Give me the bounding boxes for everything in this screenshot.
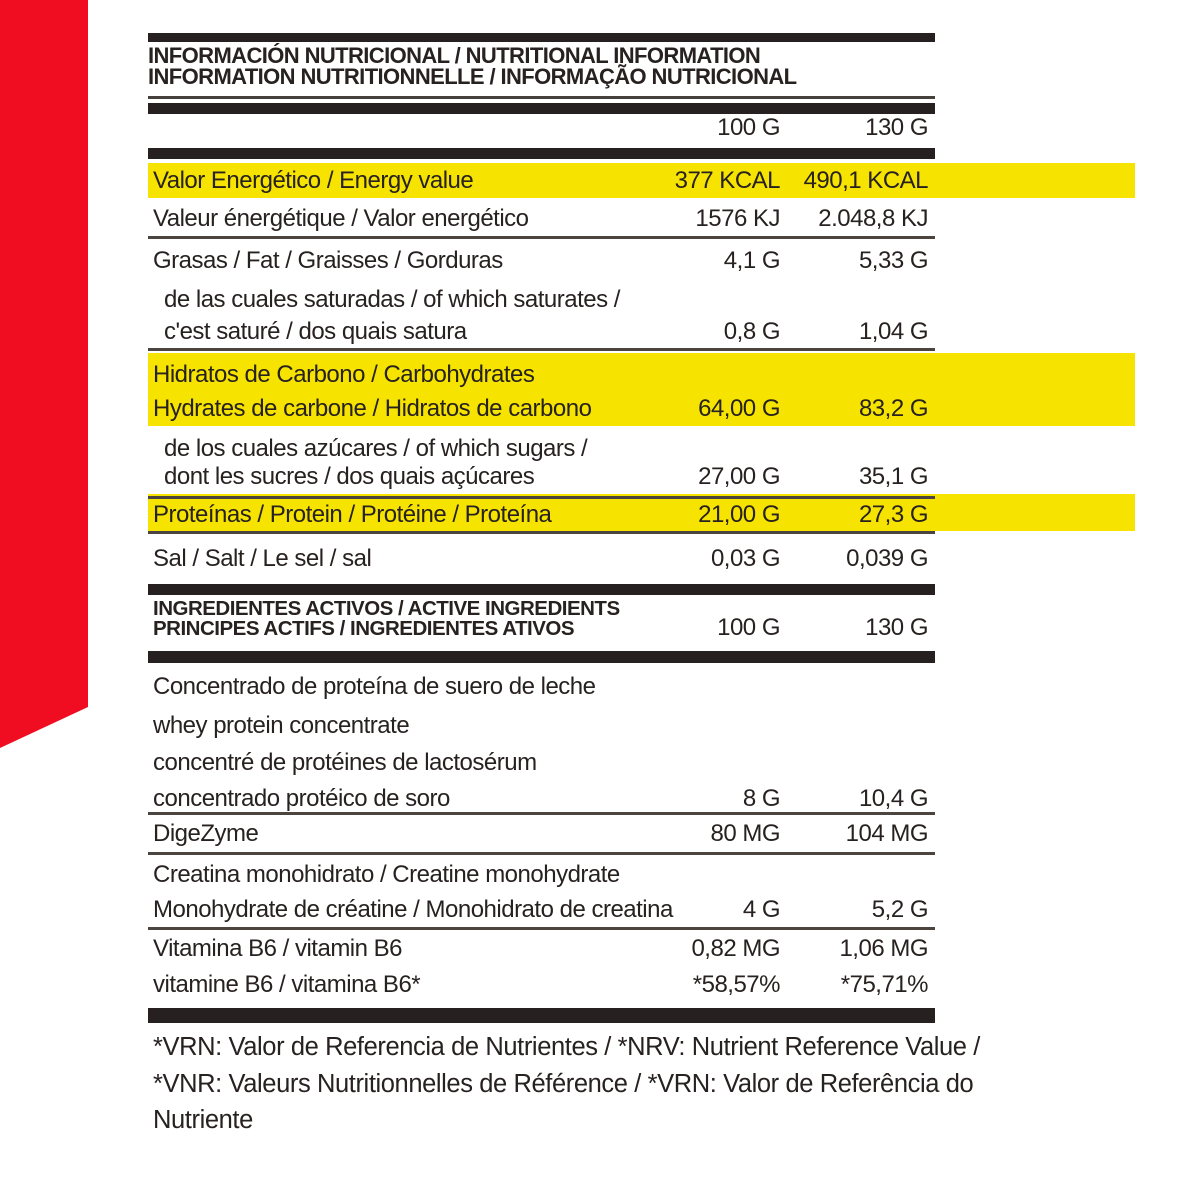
row-label: vitamine B6 / vitamina B6* bbox=[153, 970, 421, 998]
red-ribbon bbox=[0, 0, 92, 752]
column-header-row bbox=[148, 112, 935, 144]
row-energy-kj bbox=[148, 202, 935, 235]
row-value-100g: 64,00 G bbox=[698, 395, 780, 422]
row-value-100g: 1576 KJ bbox=[695, 204, 780, 232]
row-label: DigeZyme bbox=[153, 820, 259, 847]
row-value-130g: 83,2 G bbox=[858, 395, 928, 422]
title-line-1: INFORMACIÓN NUTRICIONAL / NUTRITIONAL INFORMATION bbox=[148, 43, 761, 68]
row-vitamin-b6 bbox=[148, 931, 935, 967]
column-header-130g: 130 G bbox=[865, 614, 928, 641]
row-label: Valeur énergétique / Valor energético bbox=[153, 204, 529, 232]
row-label: Creatina monohidrato / Creatine monohydrate bbox=[153, 861, 620, 888]
footnote-line-1: *VRN: Valor de Referencia de Nutrientes / *NRV: Nutrient Reference Value / bbox=[153, 1033, 980, 1061]
row-energy-kcal bbox=[148, 163, 935, 198]
row-value-100g: 377 KCAL bbox=[674, 166, 780, 194]
row-label: Hidratos de Carbono / Carbohydrates bbox=[153, 361, 535, 388]
row-value-100g: 27,00 G bbox=[698, 462, 780, 490]
row-value-130g: 35,1 G bbox=[858, 462, 928, 490]
active-ingredients-header-line-1: INGREDIENTES ACTIVOS / ACTIVE INGREDIENTS bbox=[153, 597, 620, 620]
row-label: concentrado protéico de soro bbox=[153, 785, 450, 812]
row-label: whey protein concentrate bbox=[153, 711, 410, 739]
row-value-130g: 0,039 G bbox=[846, 544, 928, 572]
row-label: de las cuales saturadas / of which saturates / bbox=[164, 286, 620, 313]
row-carbohydrates-line2 bbox=[148, 392, 935, 426]
row-label: Concentrado de proteína de suero de leche bbox=[153, 672, 596, 700]
row-value-130g: 5,2 G bbox=[871, 895, 928, 923]
row-label: Vitamina B6 / vitamin B6 bbox=[153, 935, 403, 962]
row-label: Hydrates de carbone / Hidratos de carbono bbox=[153, 395, 592, 422]
row-label: Monohydrate de créatine / Monohidrato de creatina bbox=[153, 895, 673, 923]
row-wpc-fr bbox=[148, 744, 935, 781]
row-value-100g: 4 G bbox=[742, 895, 780, 923]
row-vitamin-b6-nrv-percent bbox=[148, 966, 935, 1003]
row-label: c'est saturé / dos quais satura bbox=[164, 318, 467, 345]
row-value-130g: 104 MG bbox=[845, 820, 928, 847]
row-label: de los cuales azúcares / of which sugars / bbox=[164, 435, 588, 462]
row-value-100g: 80 MG bbox=[710, 820, 780, 847]
row-label: Valor Energético / Energy value bbox=[153, 166, 474, 194]
row-value-100g: 8 G bbox=[742, 785, 780, 812]
row-creatine-line1 bbox=[148, 857, 935, 893]
row-saturates-line1 bbox=[148, 283, 935, 317]
row-wpc-pt-values bbox=[148, 783, 935, 815]
row-value-130g: 2.048,8 KJ bbox=[818, 204, 928, 232]
title-line-2: INFORMATION NUTRITIONNELLE / INFORMAÇÃO NUTRICIONAL bbox=[148, 64, 797, 89]
row-value-130g: *75,71% bbox=[840, 970, 928, 998]
active-ingredients-header-line-2: PRINCIPES ACTIFS / INGREDIENTES ATIVOS bbox=[153, 616, 575, 640]
row-label: dont les sucres / dos quais açúcares bbox=[164, 462, 535, 490]
nrv-footnote bbox=[153, 1029, 1013, 1139]
row-wpc-en bbox=[148, 707, 935, 744]
row-label: Proteínas / Protein / Protéine / Proteína bbox=[153, 500, 552, 528]
row-value-130g: 1,04 G bbox=[858, 318, 928, 345]
row-carbohydrates-line1 bbox=[148, 358, 935, 392]
row-value-100g: 21,00 G bbox=[698, 500, 780, 528]
row-digezyme bbox=[148, 817, 935, 851]
row-value-100g: 0,82 MG bbox=[691, 935, 780, 962]
row-value-130g: 27,3 G bbox=[858, 500, 928, 528]
row-label: Sal / Salt / Le sel / sal bbox=[153, 544, 372, 572]
row-value-130g: 490,1 KCAL bbox=[803, 166, 928, 194]
row-sugars-line2 bbox=[148, 460, 935, 493]
nutrition-table bbox=[148, 0, 935, 1200]
row-value-100g: 0,8 G bbox=[723, 318, 780, 345]
row-value-100g: 4,1 G bbox=[723, 246, 780, 274]
row-value-130g: 5,33 G bbox=[858, 246, 928, 274]
row-value-100g: *58,57% bbox=[692, 970, 780, 998]
row-value-100g: 0,03 G bbox=[710, 544, 780, 572]
row-label: Grasas / Fat / Graisses / Gorduras bbox=[153, 246, 503, 274]
row-salt bbox=[148, 540, 935, 577]
row-saturates-line2 bbox=[148, 315, 935, 349]
footnote-line-2: *VNR: Valeurs Nutritionnelles de Référence / *VRN: Valor de Referência do bbox=[153, 1069, 974, 1098]
row-value-130g: 1,06 MG bbox=[839, 935, 928, 962]
row-value-130g: 10,4 G bbox=[858, 785, 928, 812]
column-header-100g: 100 G bbox=[717, 114, 780, 141]
column-header-130g: 130 G bbox=[865, 114, 928, 141]
footnote-line-3: Nutriente bbox=[153, 1106, 253, 1134]
row-label: concentré de protéines de lactosérum bbox=[153, 748, 537, 776]
row-creatine-line2-values bbox=[148, 893, 935, 926]
row-protein bbox=[148, 498, 935, 531]
column-header-100g: 100 G bbox=[717, 614, 780, 641]
row-fat bbox=[148, 243, 935, 278]
row-wpc-es bbox=[148, 668, 935, 705]
ingredients-column-header-row bbox=[148, 612, 935, 644]
